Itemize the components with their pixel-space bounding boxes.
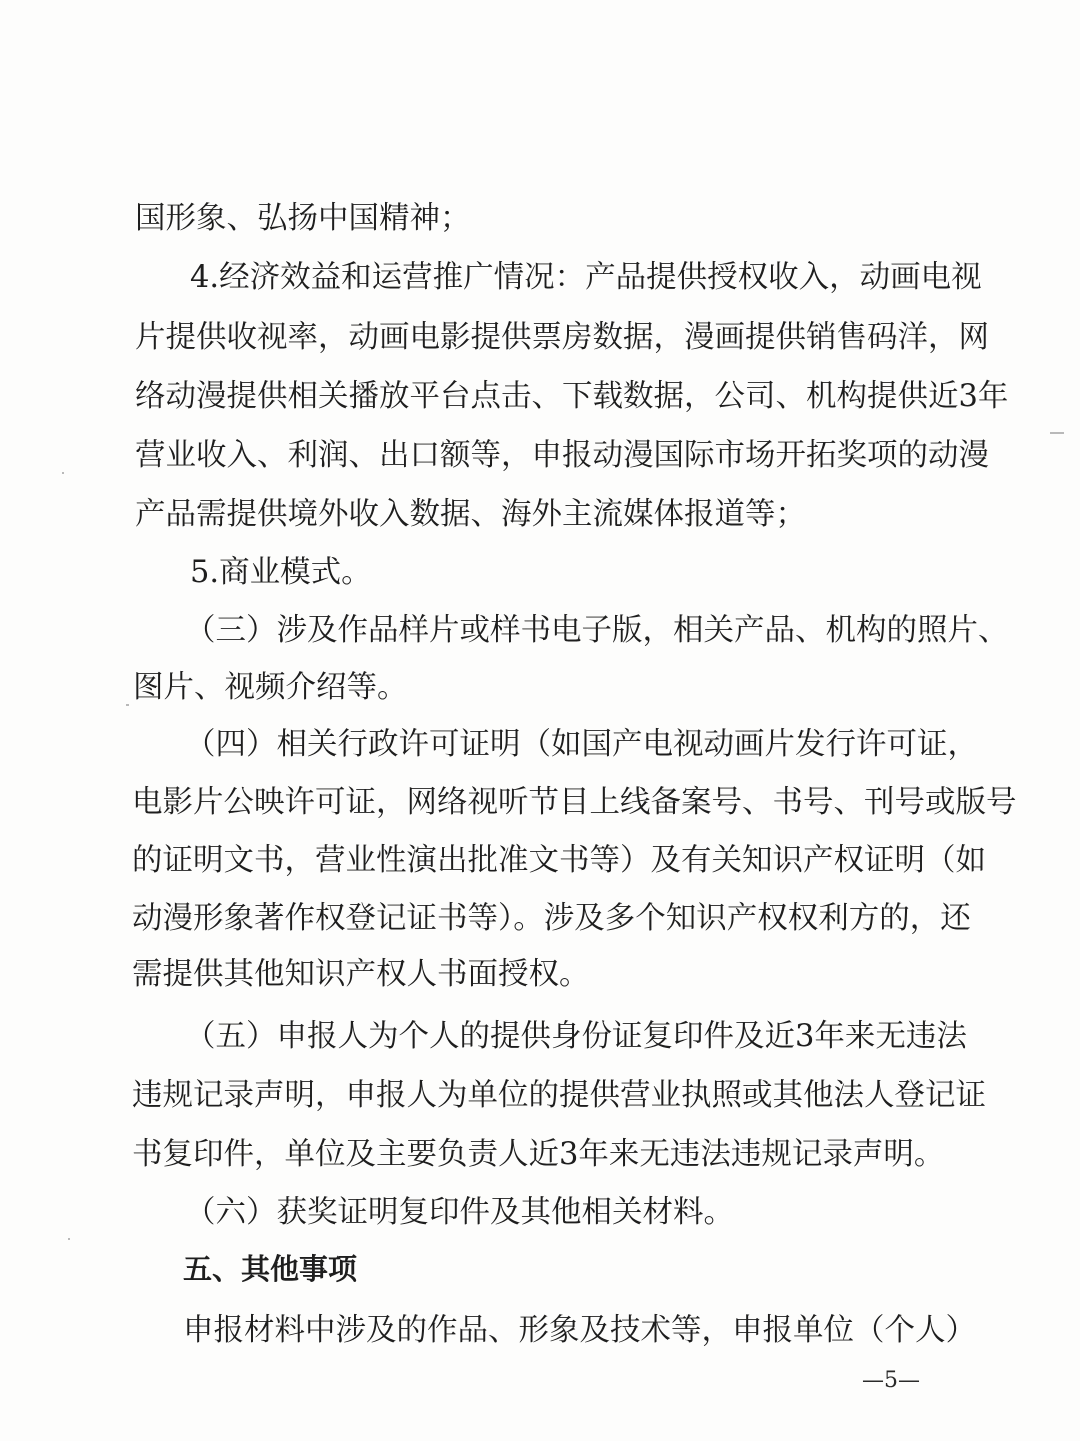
- scan-speck: [1050, 432, 1064, 434]
- text-line-16: 违规记录声明，申报人为单位的提供营业执照或其他法人登记证: [132, 1078, 986, 1113]
- text-line-7: 5.商业模式。: [190, 555, 372, 590]
- text-line-11: 电影片公映许可证，网络视听节目上线备案号、书号、刊号或版号: [132, 785, 1017, 820]
- text-line-13: 动漫形象著作权登记证书等）。涉及多个知识产权权利方的，还: [132, 901, 971, 936]
- text-line-6: 产品需提供境外收入数据、海外主流媒体报道等；: [135, 497, 806, 532]
- text-line-20: 申报材料中涉及的作品、形象及技术等，申报单位（个人）: [183, 1313, 976, 1348]
- section-heading: 五、其他事项: [183, 1252, 358, 1286]
- text-line-3: 片提供收视率，动画电影提供票房数据，漫画提供销售码洋，网: [135, 320, 989, 355]
- text-line-9: 图片、视频介绍等。: [133, 670, 408, 705]
- text-line-4: 络动漫提供相关播放平台点击、下载数据，公司、机构提供近3年: [135, 379, 1009, 414]
- text-line-12: 的证明文书，营业性演出批准文书等）及有关知识产权证明（如: [132, 843, 986, 878]
- text-line-10: （四）相关行政许可证明（如国产电视动画片发行许可证，: [185, 727, 978, 762]
- scan-speck: [68, 1238, 70, 1240]
- scan-speck: [62, 472, 64, 474]
- text-line-1: 国形象、弘扬中国精神；: [135, 201, 471, 236]
- text-line-17: 书复印件，单位及主要负责人近3年来无违法违规记录声明。: [132, 1137, 945, 1172]
- text-line-15: （五）申报人为个人的提供身份证复印件及近3年来无违法: [185, 1019, 967, 1054]
- scan-speck: [126, 704, 129, 706]
- text-line-5: 营业收入、利润、出口额等，申报动漫国际市场开拓奖项的动漫: [135, 438, 989, 473]
- text-line-2: 4.经济效益和运营推广情况：产品提供授权收入，动画电视: [190, 260, 982, 295]
- text-line-18: （六）获奖证明复印件及其他相关材料。: [185, 1195, 734, 1230]
- text-line-8: （三）涉及作品样片或样书电子版，相关产品、机构的照片、: [185, 613, 1009, 648]
- text-line-14: 需提供其他知识产权人书面授权。: [132, 957, 590, 992]
- page-number: —5—: [862, 1368, 920, 1393]
